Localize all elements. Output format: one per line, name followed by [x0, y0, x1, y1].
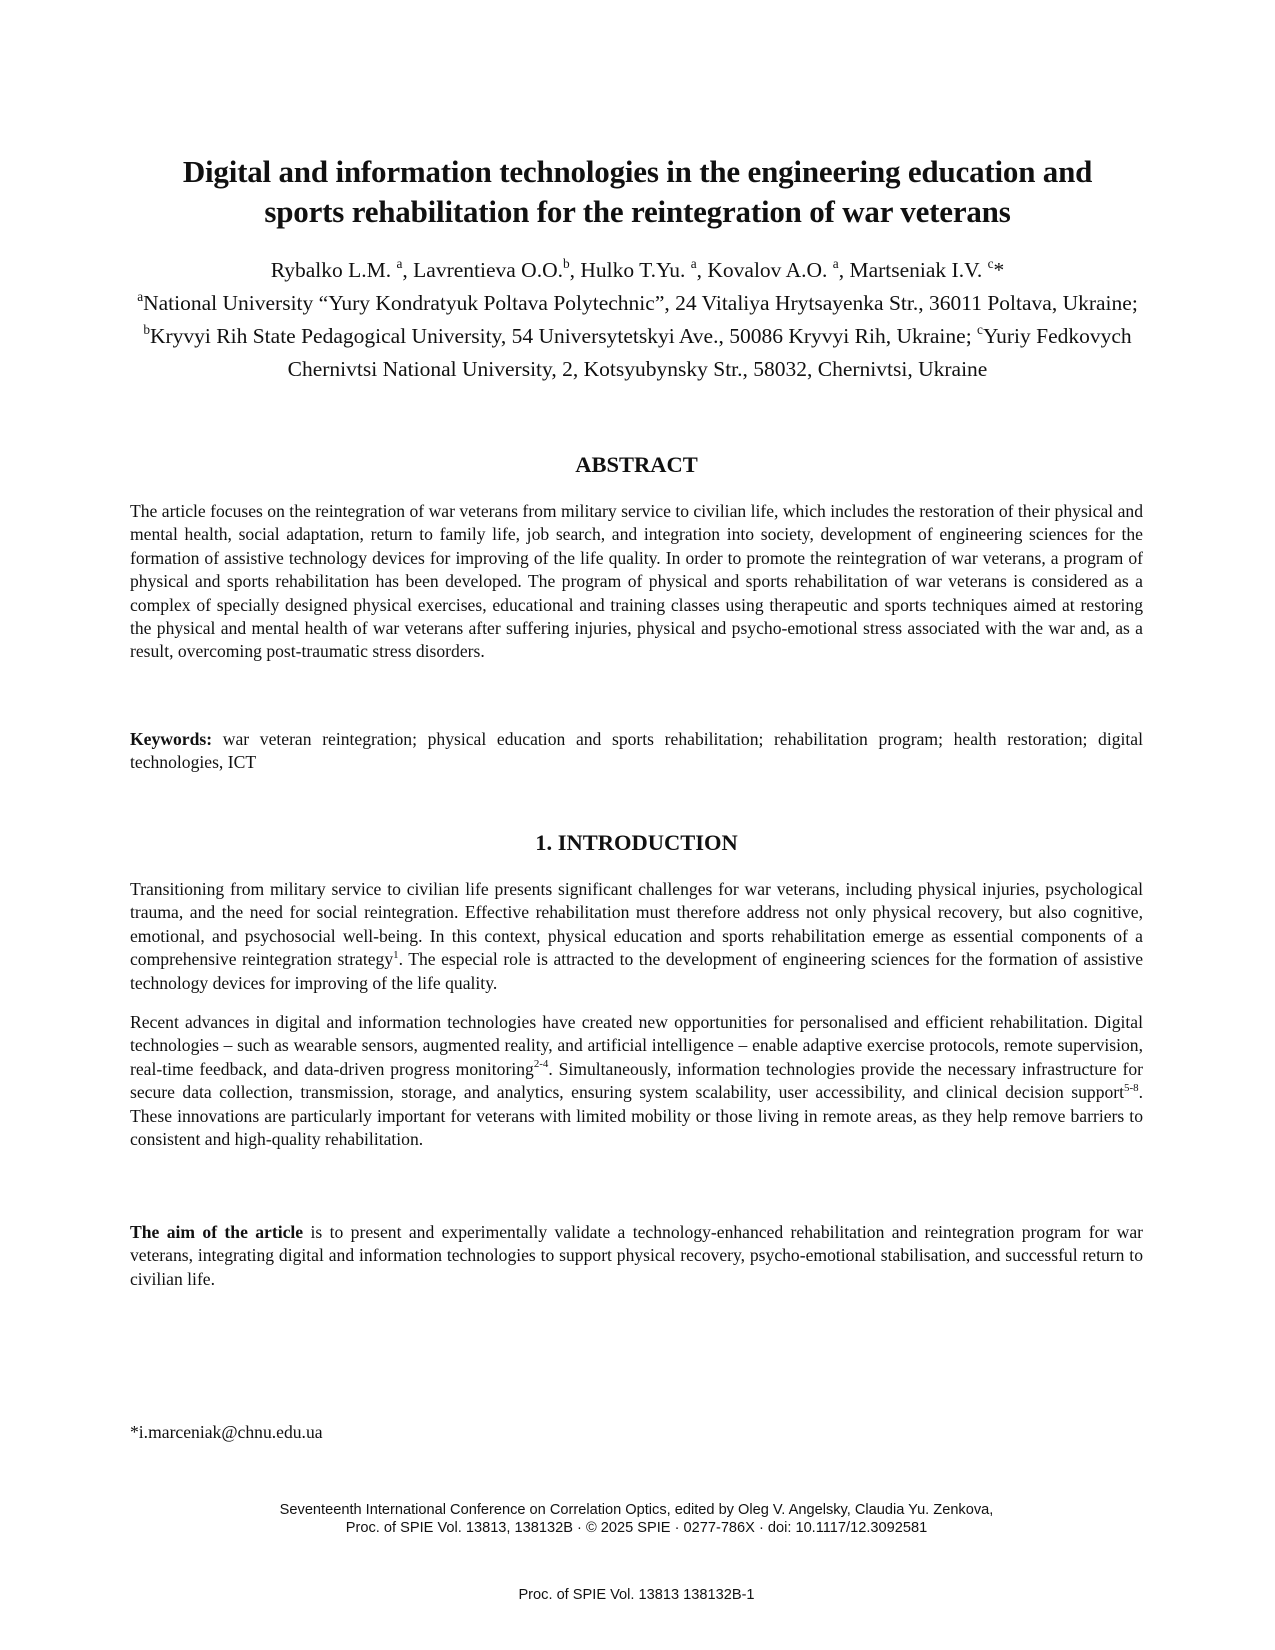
author-name: Rybalko L.M. [270, 258, 397, 282]
keywords-label: Keywords: [130, 729, 213, 749]
affiliation-marker: a [690, 256, 697, 272]
conference-footer [130, 1502, 1143, 1537]
affiliation-b: Kryvyi Rih State Pedagogical University, 54 Universytetskyi Ave., 50086 Kryvyi Rih, Ukraine; [150, 324, 978, 348]
affiliation-a: National University “Yury Kondratyuk Poltava Polytechnic”, 24 Vitaliya Hrytsayenka Str., 36011 Poltava, Ukraine; [143, 291, 1138, 315]
affiliation-marker: a [396, 256, 403, 272]
author-name: , Lavrentieva O.O. [402, 258, 563, 282]
affiliation-marker: b [143, 322, 150, 338]
abstract-body: The article focuses on the reintegration of war veterans from military service to civilian life, which includes the restoration of their physical and mental health, social adaptation, return to family life, job search, and integration into society, development of engineering sciences for the formation of assistive technology devices for improving of the life quality. In order to promote the reintegration of war veterans, a program of physical and sports rehabilitation has been developed. The program of physical and sports rehabilitation of war veterans is considered as a complex of specially designed physical exercises, educational and training classes using therapeutic and sports techniques aimed at restoring the physical and mental health of war veterans after suffering injuries, physical and psycho-emotional stress associated with the war and, as a result, overcoming post-traumatic stress disorders. [130, 501, 1143, 662]
intro-paragraph-1 [130, 878, 1143, 995]
abstract-heading: ABSTRACT [575, 452, 698, 477]
affiliation-c: Yuriy Fedkovych Chernivtsi National University, 2, Kotsyubynsky Str., 58032, Chernivtsi, Ukraine [287, 324, 1132, 381]
aim-label: The aim of the article [130, 1222, 304, 1242]
intro-p2-text-end: . These innovations are particularly important for veterans with limited mobility or those living in remote areas, as they help remove barriers to consistent and high-quality rehabilitation. [130, 1082, 1143, 1150]
title-line-1: Digital and information technologies in the engineering education and [182, 154, 1093, 189]
introduction-heading: 1. INTRODUCTION [535, 830, 738, 855]
intro-p1-text-cont: . The especial role is attracted to the development of engineering sciences for the formation of assistive technology devices for improving of the life quality. [130, 949, 1143, 993]
author-name: , Hulko T.Yu. [569, 258, 691, 282]
aim-text: is to present and experimentally validate a technology-enhanced rehabilitation and reintegration program for war veterans, integrating digital and information technologies to support physical recovery, psycho-emotional stabilisation, and successful return to civilian life. [130, 1222, 1143, 1289]
author-name: , Martseniak I.V. [838, 258, 988, 282]
conference-line-2: Proc. of SPIE Vol. 13813, 138132B · © 2025 SPIE · 0277-786X · doi: 10.1117/12.3092581 [345, 1519, 928, 1536]
citation-ref: 2-4 [533, 1058, 549, 1071]
corresponding-email: *i.marceniak@chnu.edu.ua [130, 1422, 323, 1442]
affiliation-marker: a [137, 289, 144, 305]
title-line-2: sports rehabilitation for the reintegration of war veterans [264, 194, 1011, 229]
conference-line-1: Seventeenth International Conference on Correlation Optics, edited by Oleg V. Angelsky, Claudia Yu. Zenkova, [279, 1502, 994, 1518]
paper-title [110, 152, 1165, 232]
intro-p2-text-cont: . Simultaneously, information technologies provide the necessary infrastructure for secure data collection, transmission, storage, and analytics, ensuring system scalability, user accessibility, and clinical decision support [130, 1058, 1143, 1103]
affiliation-marker: a [832, 256, 839, 272]
author-list [110, 254, 1165, 287]
intro-paragraph-aim [130, 1221, 1143, 1291]
affiliation-marker: b [562, 256, 570, 272]
author-name: , Kovalov A.O. [696, 258, 833, 282]
affiliation-marker: c [977, 322, 983, 338]
intro-p1-text: Transitioning from military service to civilian life presents significant challenges for war veterans, including physical injuries, psychological trauma, and the need for social reintegration. Effective rehabilitation must therefore address not only physical recovery, but also cognitive, emotional, and psychosocial well-being. In this context, physical education and sports rehabilitation emerge as essential components of a comprehensive reintegration strategy [130, 879, 1143, 970]
intro-p2-text: Recent advances in digital and information technologies have created new opportunities for personalised and efficient rehabilitation. Digital technologies – such as wearable sensors, augmented reality, and artificial intelligence – enable adaptive exercise protocols, remote supervision, real-time feedback, and data-driven progress monitoring [130, 1012, 1143, 1079]
affiliation-marker: c [987, 256, 994, 272]
corresponding-author-asterisk: * [993, 258, 1005, 282]
affiliations [120, 287, 1155, 386]
keywords [130, 728, 1143, 775]
citation-ref: 1 [393, 948, 399, 961]
citation-ref: 5-8 [1124, 1081, 1139, 1094]
keywords-text: war veteran reintegration; physical education and sports rehabilitation; rehabilitation program; health restoration; digital technologies, ICT [130, 729, 1143, 773]
page-footer: Proc. of SPIE Vol. 13813 138132B-1 [518, 1587, 755, 1603]
intro-paragraph-2 [130, 1011, 1143, 1151]
